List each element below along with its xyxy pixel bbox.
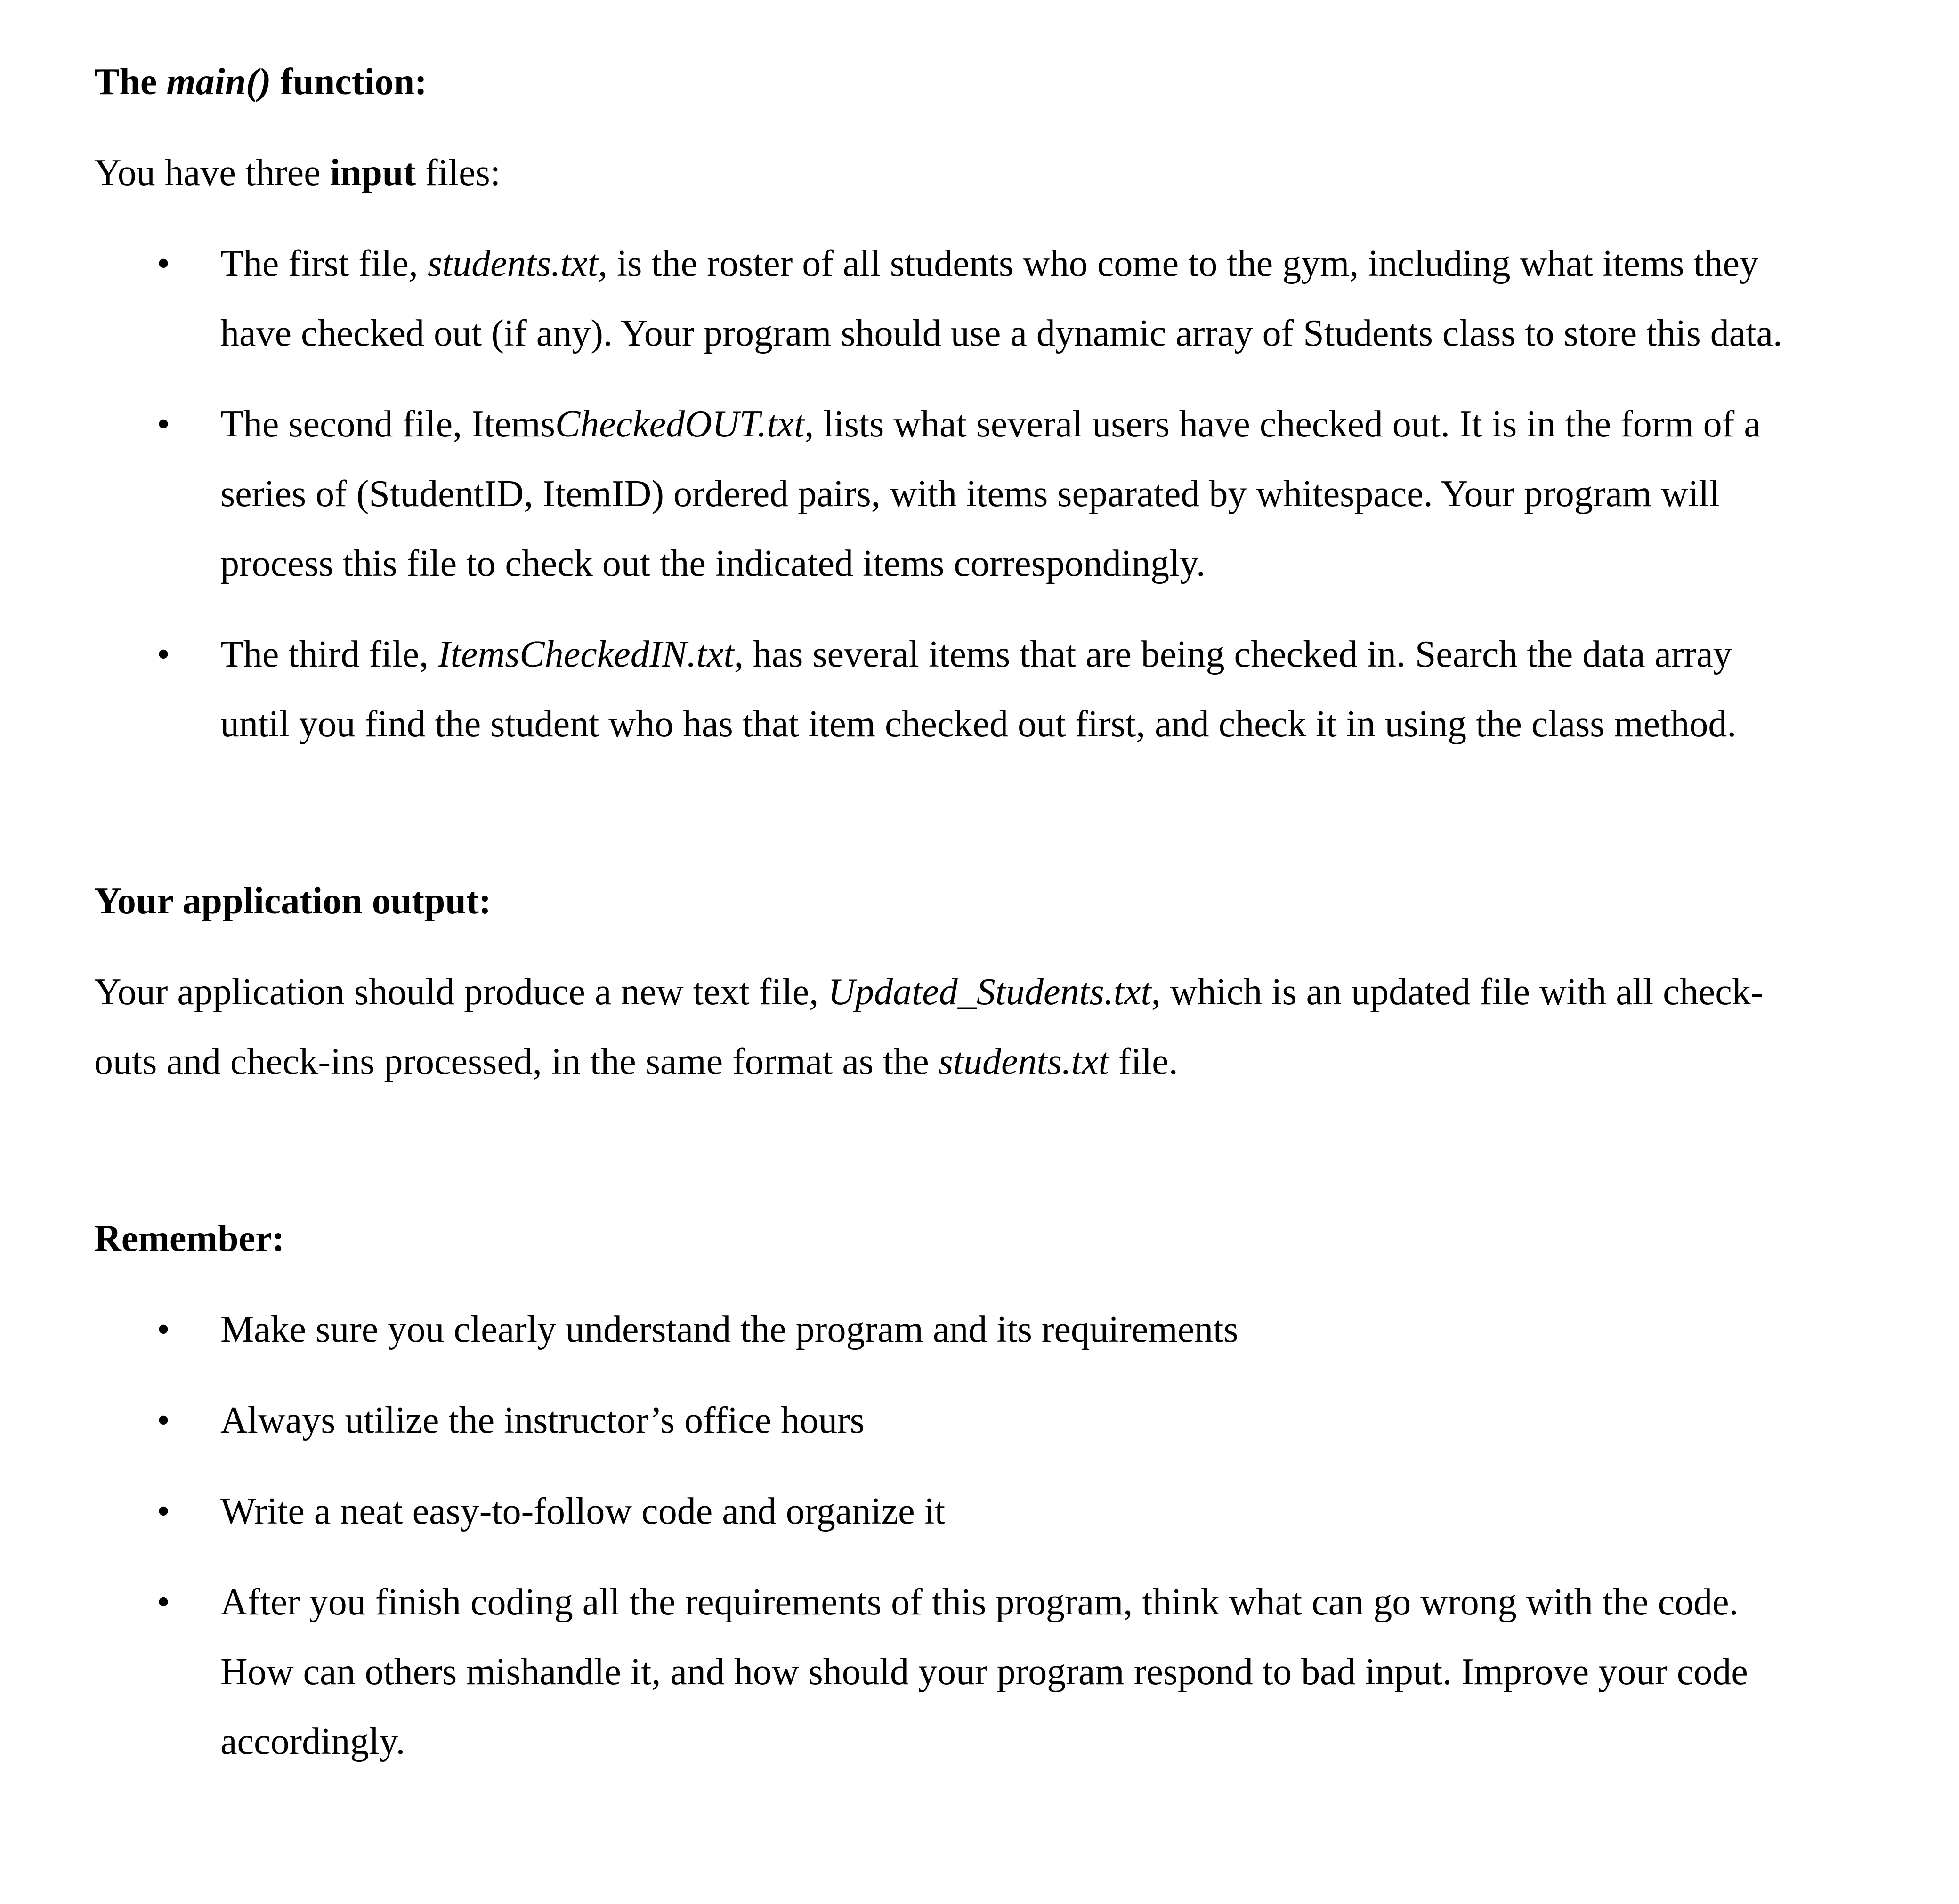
input-files-list bbox=[94, 229, 1884, 759]
text-segment: Write a neat easy-to-follow code and organize it bbox=[220, 1491, 946, 1532]
filename-text: ItemsCheckedIN.txt bbox=[438, 634, 734, 675]
section-heading-application-output bbox=[94, 866, 1884, 936]
text-segment: You have three bbox=[94, 152, 330, 194]
text-line bbox=[220, 689, 1884, 759]
text-line bbox=[220, 1386, 1884, 1455]
text-line bbox=[94, 957, 1884, 1027]
text-line bbox=[94, 138, 1884, 208]
list-item bbox=[94, 1476, 1884, 1546]
text-line bbox=[94, 1027, 1884, 1097]
list-item bbox=[94, 229, 1884, 368]
text-segment: have checked out (if any). Your program should use a dynamic array of Students class to store this data. bbox=[220, 313, 1782, 354]
text-segment: How can others mishandle it, and how should your program respond to bad input. Improve your code bbox=[220, 1651, 1748, 1693]
text-line bbox=[220, 389, 1884, 459]
list-item bbox=[94, 620, 1884, 759]
list-item bbox=[94, 1567, 1884, 1776]
text-segment: The second file, Items bbox=[220, 403, 555, 445]
text-segment: , lists what several users have checked out. It is in the form of a bbox=[804, 403, 1761, 445]
text-line bbox=[220, 459, 1884, 529]
filename-text: Updated_Students.txt bbox=[828, 971, 1151, 1013]
text-line bbox=[94, 866, 1884, 936]
list-item bbox=[94, 1295, 1884, 1364]
bullet-icon: • bbox=[157, 1400, 170, 1441]
text-line bbox=[220, 229, 1884, 299]
text-segment: , is the roster of all students who come to the gym, including what items they bbox=[598, 243, 1759, 284]
text-segment: Make sure you clearly understand the program and its requirements bbox=[220, 1309, 1239, 1350]
bullet-icon: • bbox=[157, 403, 170, 445]
text-segment: file. bbox=[1109, 1041, 1178, 1082]
text-line bbox=[94, 1204, 1884, 1274]
text-segment: Your application should produce a new text file, bbox=[94, 971, 828, 1013]
text-segment: until you find the student who has that item checked out first, and check it in using the class method. bbox=[220, 703, 1737, 745]
text-line bbox=[94, 47, 1884, 117]
text-segment: Your application output: bbox=[94, 880, 492, 922]
remember-list bbox=[94, 1295, 1884, 1776]
bullet-icon: • bbox=[157, 243, 170, 284]
filename-text: students.txt bbox=[938, 1041, 1109, 1082]
text-line bbox=[220, 1476, 1884, 1546]
bullet-icon: • bbox=[157, 1309, 170, 1350]
bullet-icon: • bbox=[157, 1491, 170, 1532]
text-line bbox=[220, 1295, 1884, 1364]
list-item bbox=[94, 389, 1884, 598]
text-segment: The third file, bbox=[220, 634, 438, 675]
text-segment: The bbox=[94, 61, 167, 103]
filename-text: students.txt bbox=[427, 243, 599, 284]
text-line bbox=[220, 1707, 1884, 1776]
output-paragraph bbox=[94, 957, 1884, 1097]
bullet-icon: • bbox=[157, 634, 170, 675]
text-segment: files: bbox=[416, 152, 501, 194]
filename-text: CheckedOUT.txt bbox=[555, 403, 805, 445]
text-segment: Remember: bbox=[94, 1218, 285, 1259]
text-segment: The first file, bbox=[220, 243, 428, 284]
section-heading-remember bbox=[94, 1204, 1884, 1274]
text-line bbox=[220, 529, 1884, 598]
section-heading-main-function bbox=[94, 47, 1884, 117]
text-segment: series of (StudentID, ItemID) ordered pairs, with items separated by whitespace. Your program will bbox=[220, 473, 1720, 515]
text-line bbox=[220, 1567, 1884, 1637]
text-line bbox=[220, 299, 1884, 368]
text-segment: , which is an updated file with all check- bbox=[1151, 971, 1764, 1013]
text-segment: outs and check-ins processed, in the same format as the bbox=[94, 1041, 939, 1082]
text-segment: After you finish coding all the requirements of this program, think what can go wrong with the code. bbox=[220, 1581, 1739, 1623]
text-segment: process this file to check out the indicated items correspondingly. bbox=[220, 543, 1206, 584]
emphasis-text: input bbox=[330, 152, 416, 194]
text-segment: , has several items that are being checked in. Search the data array bbox=[734, 634, 1732, 675]
text-line bbox=[220, 1637, 1884, 1707]
text-line bbox=[220, 620, 1884, 689]
text-segment: Always utilize the instructor’s office hours bbox=[220, 1400, 865, 1441]
text-segment: function: bbox=[271, 61, 427, 103]
intro-paragraph bbox=[94, 138, 1884, 208]
emphasis-text: main() bbox=[166, 61, 271, 103]
bullet-icon: • bbox=[157, 1581, 170, 1623]
text-segment: accordingly. bbox=[220, 1721, 405, 1762]
list-item bbox=[94, 1386, 1884, 1455]
